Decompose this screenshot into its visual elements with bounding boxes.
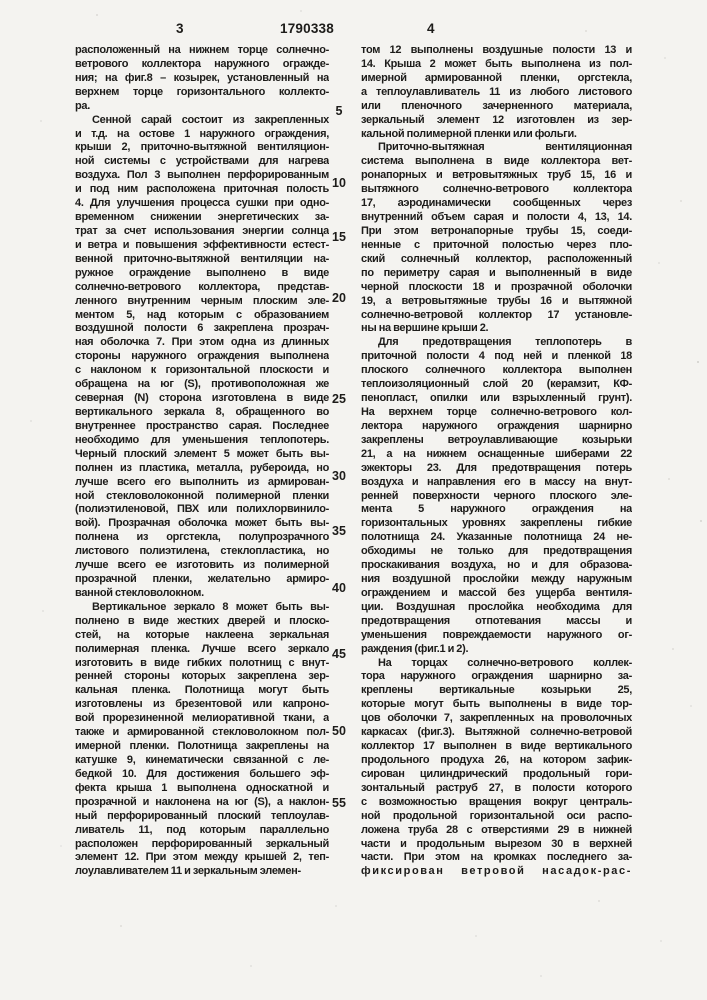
text-line: ложена труба 28 с отверстиями 29 в нижней: [361, 823, 632, 836]
text-line: проскакивания воздуха, но и для образова-: [361, 559, 632, 572]
text-line: вертикального зеркала 8, обращенного во: [75, 405, 329, 418]
text-line: полотнища 24. Указанные полотнища 24 не-: [361, 531, 632, 544]
text-line: катушке 9, кинематически связанной с ле-: [75, 754, 329, 767]
gutter-line-number: 10: [332, 176, 346, 190]
text-line: обходимы не только для предотвращения: [361, 545, 632, 558]
text-line: листового полиэтилена, стеклопластика, но: [75, 545, 329, 558]
text-line: и ветра и повышения эффективности естест-: [75, 238, 329, 251]
gutter-line-number: 30: [332, 469, 346, 483]
text-line: ный перфорированный плоский теплоулав-: [75, 809, 329, 822]
text-line: ная оболочка 7. При этом одна из длинных: [75, 336, 329, 349]
text-line: ны на вершине крыши 2.: [361, 322, 489, 335]
text-line: лучше всего ее изготовить из полимерной: [75, 559, 329, 572]
text-line: ванной стекловолокном.: [75, 586, 204, 599]
text-line: которые могут быть выполнены в виде тор-: [361, 698, 632, 711]
text-line: Для предотвращения теплопотерь в: [378, 336, 632, 349]
text-line: 4. Для улучшения процесса сушки при одно-: [75, 197, 329, 210]
text-line: раждения (фиг.1 и 2).: [361, 642, 469, 655]
text-line: фекта крыша 1 выполнена односкатной и: [75, 781, 329, 794]
text-line: расположен перфорированный зеркальный: [75, 837, 329, 850]
text-line: ренней поверхности черного плоского эле-: [361, 489, 632, 502]
text-line: Вертикальное зеркало 8 может быть вы-: [92, 600, 329, 613]
text-line: ной системы с устройствами для нагрева: [75, 155, 329, 168]
text-line: каркасах (фиг.3). Вытяжной солнечно-ветровой: [361, 726, 632, 739]
text-line: венной приточно-вытяжной вентиляции на-: [75, 252, 329, 265]
text-line: изготовить в виде гибких полотнищ с внут-: [75, 656, 329, 669]
text-line: с наклоном к горизонтальной плоскости и: [75, 364, 329, 377]
text-line: полнена из оргстекла, полупрозрачного: [75, 531, 329, 544]
text-line: Черный плоский элемент 5 может быть вы-: [75, 447, 329, 460]
gutter-line-number: 15: [332, 230, 346, 244]
text-line: элемент 12. При этом между крышей 2, теп-: [75, 851, 329, 864]
text-line: внутренний объем сарая и полости 4, 13, 14.: [361, 211, 632, 224]
text-line: креплены вертикальные козырьки 25,: [361, 684, 632, 697]
text-line: ции. Воздушная прослойка необходима для: [361, 600, 632, 613]
text-line: также и армированной стекловолокном пол-: [75, 726, 329, 739]
text-line: зонтальный раструб 27, в полости которого: [361, 781, 632, 794]
text-line: бедкой 10. Для достижения большего эф-: [75, 767, 329, 780]
text-line: стороны наружного ограждения выполнена: [75, 350, 329, 363]
gutter-line-number: 55: [332, 796, 346, 810]
gutter-line-number: 50: [332, 724, 346, 738]
text-line: воздуха. Пол 3 выполнен перфорированным: [75, 169, 329, 182]
text-line: кальной полимерной пленки или фольги.: [361, 127, 577, 140]
text-line: продольного продуха 26, на котором зафик-: [361, 754, 632, 767]
text-line: расположенный на нижнем торце солнечно-: [75, 44, 329, 56]
right-column: [361, 44, 632, 879]
text-line: трат за счет использования энергии солнца: [75, 224, 329, 237]
gutter-line-number: 45: [332, 647, 346, 661]
text-line: крыши 2, приточно-вытяжной вентиляцион-: [75, 141, 329, 154]
text-line: ментом 5, над которым с образованием: [75, 308, 329, 321]
left-column: [75, 44, 329, 879]
text-line: части и продольным вырезом 30 в верхней: [361, 837, 632, 850]
text-line: цов оболочки 7, закрепленных на проволочных: [361, 712, 632, 725]
text-line: вой прорезиненной мелиоративной ткани, а: [75, 712, 329, 725]
text-line: При этом ветронапорные трубы 15, соеди-: [361, 224, 632, 237]
text-line: теплоизоляционный слой 20 (керамзит, КФ-: [361, 378, 632, 391]
text-line: Сенной сарай состоит из закрепленных: [92, 113, 329, 126]
text-line: ния воздушной прослойки между наружным: [361, 573, 632, 586]
text-line: зеркальный элемент 12 изготовлен из зер-: [361, 113, 632, 126]
text-line: прозрачной и наклонена на юг (S), а наклон-: [75, 795, 329, 808]
text-line: лоулавливателем 11 и зеркальным элемен-: [75, 865, 329, 879]
text-line: полнен из пластика, металла, рубероида, но: [75, 461, 329, 474]
text-line: ненные с приточной полостью через пло-: [361, 238, 632, 251]
text-line: а теплоулавливатель 11 из любого листового: [361, 85, 632, 98]
text-line: ветрового коллектора наружного огражде-: [75, 57, 329, 70]
text-line: мента 5 наружного ограждения на: [361, 503, 632, 516]
text-line: ружное ограждение выполнено в виде: [75, 266, 329, 279]
text-line: полнено в виде жестких дверей и плоско-: [75, 614, 329, 627]
text-line: вытяжного солнечно-ветрового коллектора: [361, 183, 632, 196]
text-line: солнечно-ветрового коллектора, представ-: [75, 280, 329, 293]
text-line: северная (N) сторона изготовлена в виде: [75, 392, 329, 405]
text-line: обращена на юг (S), противоположная же: [75, 378, 329, 391]
text-line: лучше всего его выполнить из армирован-: [75, 475, 329, 488]
text-line: воздушной полости 6 закреплена прозрач-: [75, 322, 329, 335]
text-line: внутреннее пространство сарая. Последнее: [75, 419, 329, 432]
page-number-left: 3: [176, 21, 184, 36]
text-line: вой). Прозрачная оболочка может быть вы-: [75, 517, 329, 530]
text-line: система выполнена в виде коллектора вет-: [361, 155, 632, 168]
text-line: имерной армированной пленки, оргстекла,: [361, 71, 632, 84]
text-line: На верхнем торце солнечно-ветрового кол-: [361, 405, 632, 418]
text-line: стей, на которые наклеена зеркальная: [75, 628, 329, 641]
gutter-line-number: 20: [332, 291, 346, 305]
text-line: пенопласт, опилки или взрыхленный грунт).: [361, 392, 632, 405]
text-line: изготовлены из брезентовой или капроно-: [75, 698, 329, 711]
text-line: закреплены ветроулавливающие козырьки: [361, 433, 632, 446]
gutter-line-number: 40: [332, 581, 346, 595]
text-line: временном снижении энергетических за-: [75, 211, 329, 224]
text-line: 19, а ветровытяжные трубы 16 и вытяжной: [361, 294, 632, 307]
text-line: На торцах солнечно-ветрового коллек-: [378, 656, 632, 669]
text-line: ной продольной горизонтальной оси распо-: [361, 809, 632, 822]
text-line: предотвращения отпотевания массы и: [361, 614, 632, 627]
text-line: тора наружного ограждения шарнирно за-: [361, 670, 632, 683]
text-line: (полиэтиленовой, ПВХ или полихлорвинило-: [75, 503, 329, 516]
text-line: том 12 выполнены воздушные полости 13 и: [361, 44, 632, 56]
text-line: 17, аэродинамически сообщенных через: [361, 197, 632, 210]
text-line: или пленочного зачерненного материала,: [361, 99, 632, 112]
text-line: необходимо для уменьшения теплопотерь.: [75, 433, 329, 446]
text-line: ский солнечный коллектор, расположенный: [361, 252, 632, 265]
text-line: по периметру сарая и выполненный в виде: [361, 266, 632, 279]
scan-noise: [0, 0, 2, 2]
gutter-line-number: 35: [332, 524, 346, 538]
text-line: фиксирован ветровой насадок-рас-: [361, 865, 632, 878]
text-line: солнечно-ветровой коллектор 17 установле-: [361, 308, 632, 321]
patent-number: 1790338: [280, 21, 334, 36]
text-line: 14. Крыша 2 может быть выполнена из пол-: [361, 57, 632, 70]
text-line: лектора наружного ограждения шарнирно: [361, 419, 632, 432]
gutter-line-number: 25: [332, 392, 346, 406]
text-line: плоского солнечного коллектора выполнен: [361, 364, 632, 377]
text-line: ния; на фиг.8 – козырек, установленный на: [75, 71, 329, 84]
text-line: уменьшения повреждаемости наружного ог-: [361, 628, 632, 641]
text-line: ленного внутренним черным плоским эле-: [75, 294, 329, 307]
text-line: черной плоскости 18 и прозрачной оболочки: [361, 280, 632, 293]
text-line: ливатель 11, под которым параллельно: [75, 823, 329, 836]
gutter-line-number: 5: [335, 104, 343, 118]
text-line: полимерная пленка. Лучше всего зеркало: [75, 642, 329, 655]
text-line: воздуха и направления его в массу на внут-: [361, 475, 632, 488]
text-line: и под ним расположена приточная полость: [75, 183, 329, 196]
text-line: с возможностью вращения вокруг централь-: [361, 795, 632, 808]
text-line: ронапорных и ветровытяжных труб 15, 16 и: [361, 169, 632, 182]
text-line: имерной пленки. Полотнища закреплены на: [75, 740, 329, 753]
text-line: прозрачной пленки, желательно армиро-: [75, 573, 329, 586]
text-line: горизонтальных уровнях закреплены гибкие: [361, 517, 632, 530]
text-line: ной стекловолоконной полимерной пленки: [75, 489, 329, 502]
text-line: ограждением и массой без ущерба вентиля-: [361, 586, 632, 599]
text-line: приточной полости 4 под ней и пленкой 18: [361, 350, 632, 363]
text-line: Приточно-вытяжная вентиляционная: [378, 141, 632, 154]
text-line: ра.: [75, 99, 90, 112]
text-line: сирован цилиндрический продольный гори-: [361, 767, 632, 780]
text-line: коллектор 17 выполнен в виде вертикального: [361, 740, 632, 753]
text-line: части. При этом на кромках последнего за-: [361, 851, 632, 864]
text-line: и т.д. на остове 1 наружного ограждения,: [75, 127, 329, 140]
text-line: верхнем торце горизонтального коллекто-: [75, 85, 329, 98]
text-line: 21, а на нижнем оснащенные шиберами 22: [361, 447, 632, 460]
text-line: кальная пленка. Полотнища могут быть: [75, 684, 329, 697]
text-line: эжекторы 23. Для предотвращения потерь: [361, 461, 632, 474]
page-number-right: 4: [427, 21, 435, 36]
text-line: ренней стороны которых закреплена зер-: [75, 670, 329, 683]
